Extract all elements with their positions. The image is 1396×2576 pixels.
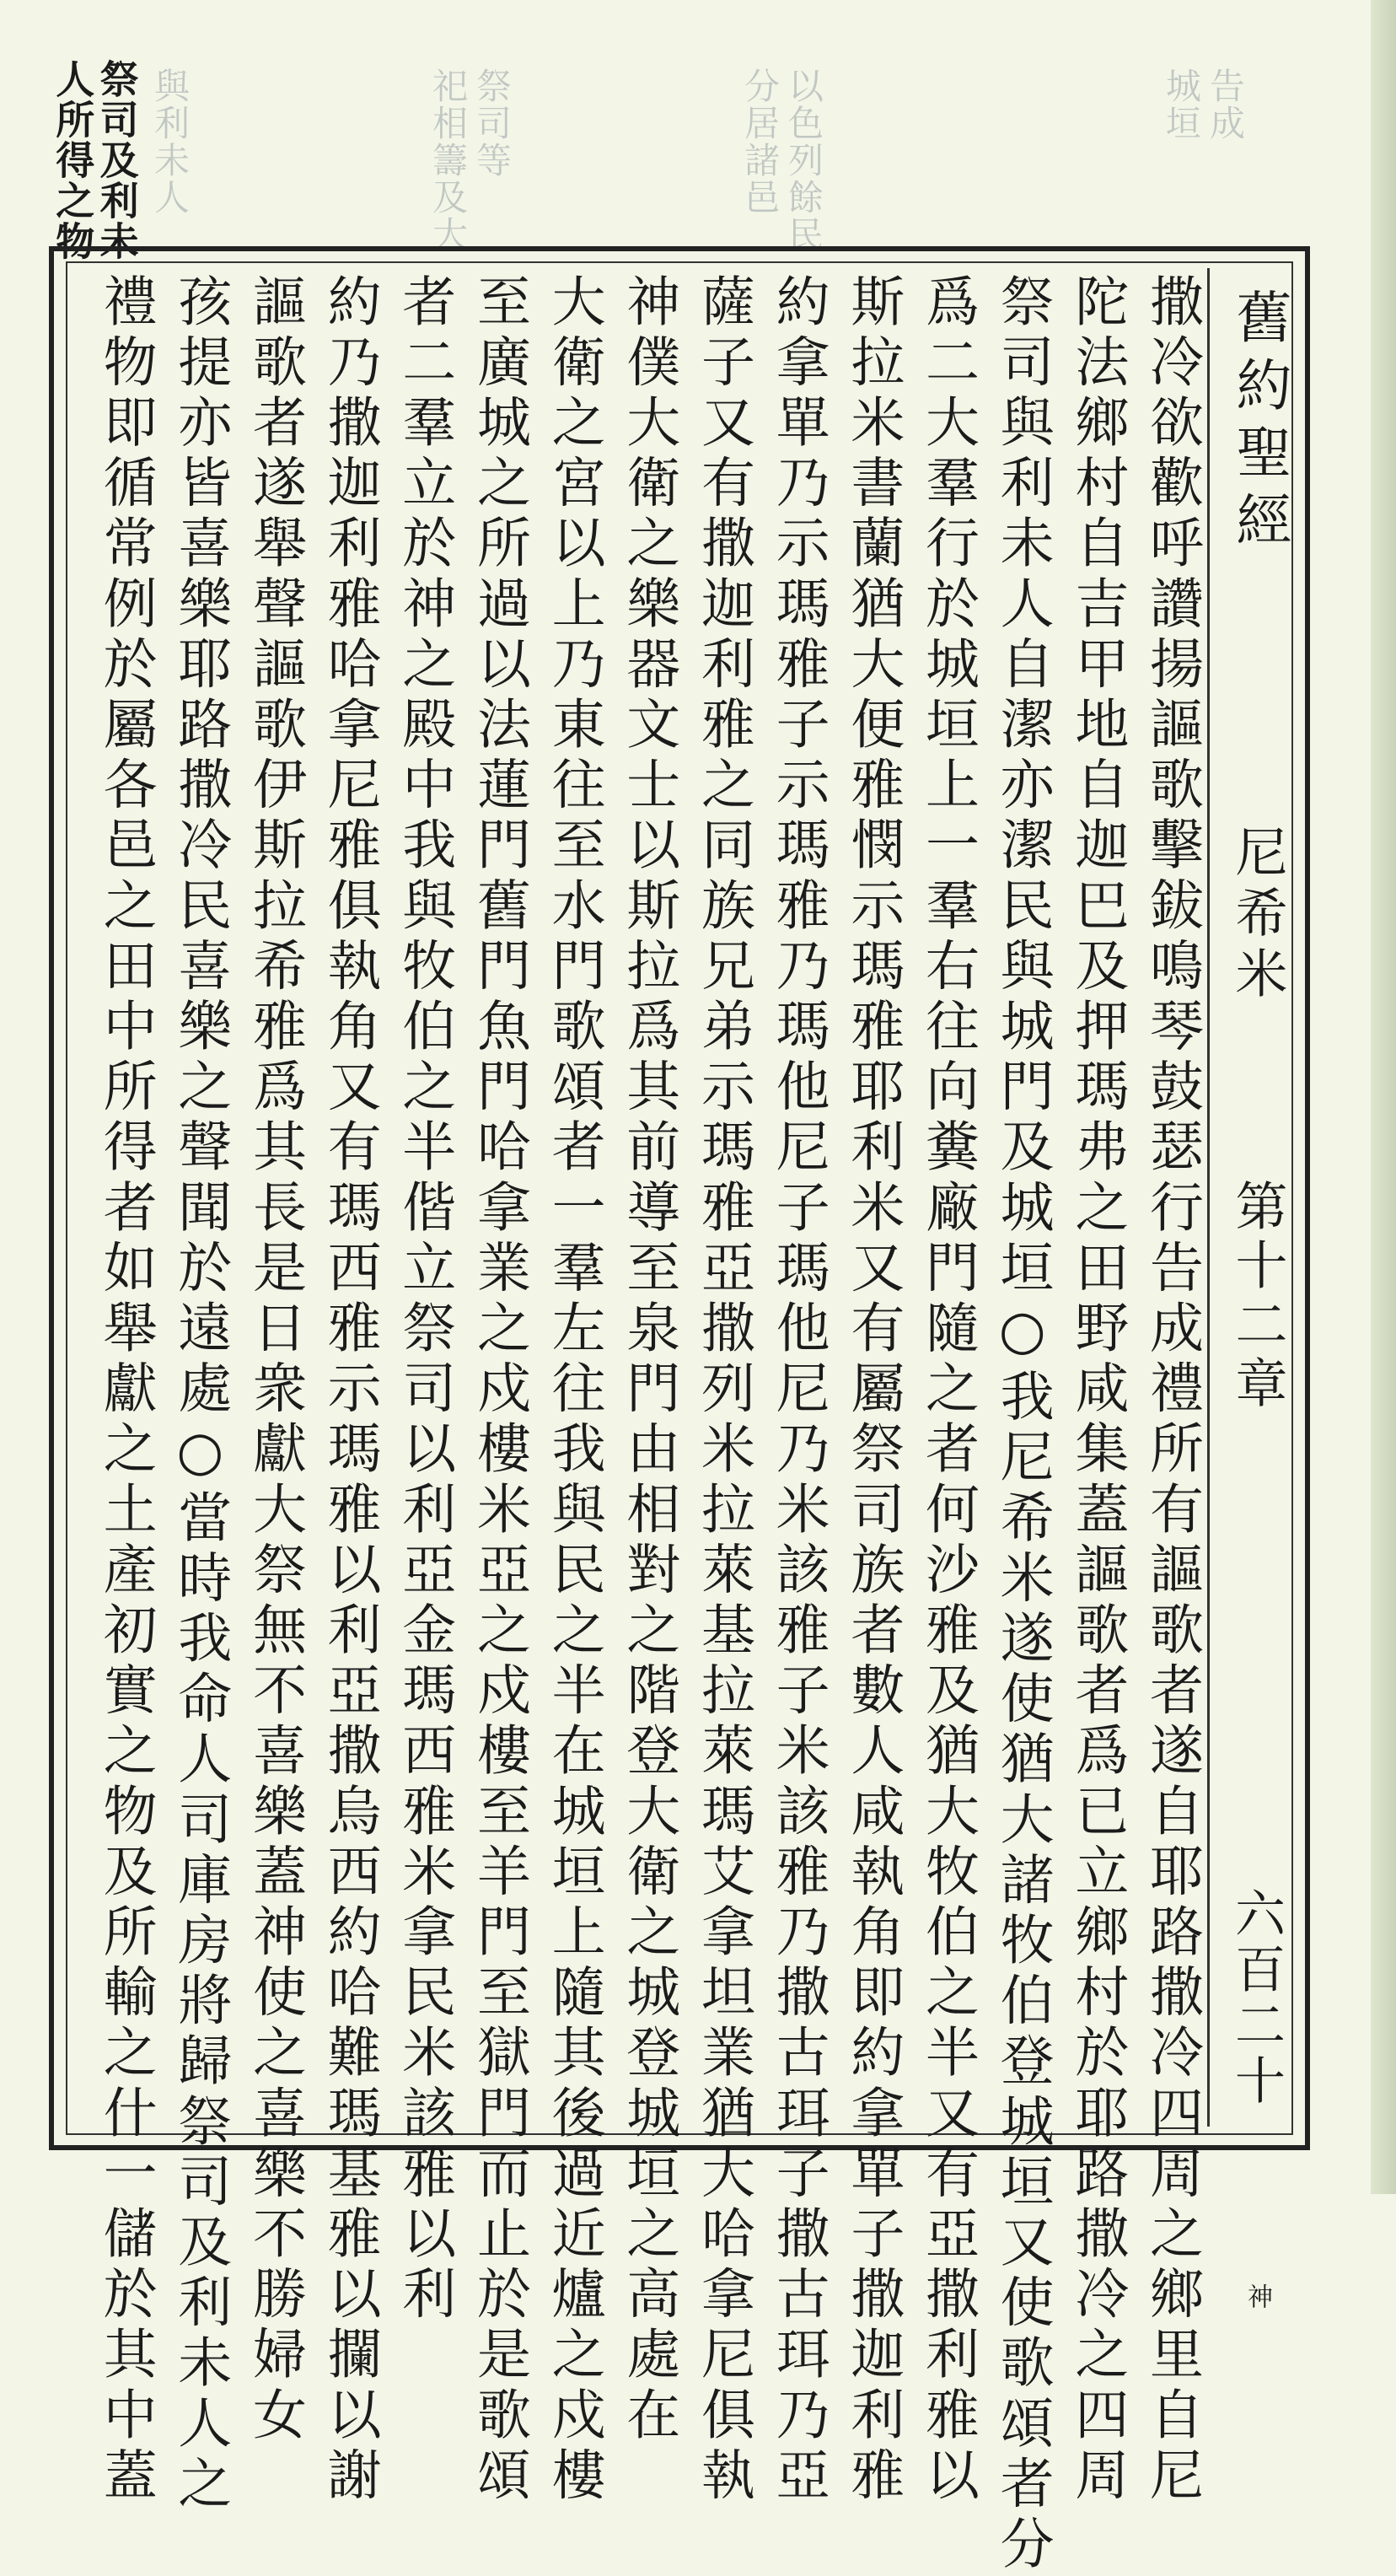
text-column: 爲二大羣行於城垣上一羣右往向糞廠門隨之者何沙雅及猶大牧伯之半又有亞撒利雅以 [915, 273, 979, 2508]
ghost-note-line: 城垣 [1161, 67, 1202, 142]
page-edge [1371, 0, 1396, 2194]
ghost-note-line: 與利未人 [149, 67, 191, 216]
text-column: 薩子又有撒迦利雅之同族兄弟示瑪雅亞撒列米拉萊基拉萊瑪艾拿坦業猶大哈拿尼俱執 [691, 273, 754, 2508]
signature-mark: 神 [1243, 2283, 1272, 2309]
ghost-note [149, 67, 191, 216]
ghost-note-line: 祭司等 [471, 67, 513, 179]
page-number: 六百二十 [1227, 1887, 1286, 2110]
text-column: 孩提亦皆喜樂耶路撒冷民喜樂之聲聞於遠處○當時我命人司庫房將歸祭司及利未人之 [169, 273, 232, 2516]
chapter-name: 尼希米 [1227, 825, 1288, 1007]
ghost-note [1161, 67, 1246, 142]
text-column: 神僕大衛之樂器文士以斯拉爲其前導至泉門由相對之階登大衛之城登城垣之高處在 [617, 273, 680, 2447]
ghost-note [739, 67, 824, 253]
body-text [78, 273, 1203, 2576]
text-column: 約乃撒迦利雅哈拿尼雅俱執角又有瑪西雅示瑪雅以利亞撒烏西約哈難瑪基雅以攔以謝 [318, 273, 381, 2508]
margin-note-line: 祭司及利未 [94, 59, 140, 261]
book-title: 舊約聖經 [1227, 288, 1291, 558]
ghost-note-line: 以色列餘民 [783, 67, 824, 253]
text-column: 禮物即循常例於屬各邑之田中所得者如舉獻之土產初實之物及所輸之什一儲於其中蓋 [94, 273, 157, 2508]
text-column: 者二羣立於神之殿中我與牧伯之半偕立祭司以利亞金瑪西雅米拿民米該雅以利 [393, 273, 456, 2326]
running-header [1212, 268, 1293, 2309]
text-column: 陀法鄉村自吉甲地自迦巴及押瑪弗之田野咸集蓋謳歌者爲已立鄉村於耶路撒冷之四周 [1066, 273, 1129, 2508]
margin-note-line: 人所得之物 [50, 59, 96, 261]
header-rule [1207, 268, 1210, 2127]
margin-note [50, 59, 140, 261]
text-column: 斯拉米書蘭猶大便雅憫示瑪雅耶利米又有屬祭司族者數人咸執角即約拿單子撒迦利雅 [841, 273, 905, 2508]
text-column: 大衛之宮以上乃東往至水門歌頌者一羣左往我與民之半在城垣上隨其後過近爐之戍樓 [542, 273, 605, 2508]
text-column: 祭司與利未人自潔亦潔民與城門及城垣○我尼希米遂使猶大諸牧伯登城垣又使歌頌者分 [991, 273, 1054, 2576]
text-column: 撒冷欲歡呼讚揚謳歌擊鈸鳴琴鼓瑟行告成禮所有謳歌者遂自耶路撒冷四周之鄉里自尼 [1141, 273, 1203, 2508]
text-column: 約拿單乃示瑪雅子示瑪雅乃瑪他尼子瑪他尼乃米該雅子米該雅乃撒古珥子撒古珥乃亞 [766, 273, 830, 2508]
ghost-note-line: 告成 [1205, 67, 1246, 142]
text-column: 謳歌者遂舉聲謳歌伊斯拉希雅爲其長是日衆獻大祭無不喜樂蓋神使之喜樂不勝婦女 [243, 273, 306, 2447]
text-column: 至廣城之所過以法蓮門舊門魚門哈拿業之戍樓米亞之戍樓至羊門至獄門而止於是歌頌 [467, 273, 530, 2508]
ghost-note-line: 祀相籌及大 [427, 67, 469, 253]
ghost-note-line: 分居諸邑 [739, 67, 781, 216]
chapter-number: 第十二章 [1227, 1179, 1288, 1415]
ghost-note [427, 67, 513, 253]
